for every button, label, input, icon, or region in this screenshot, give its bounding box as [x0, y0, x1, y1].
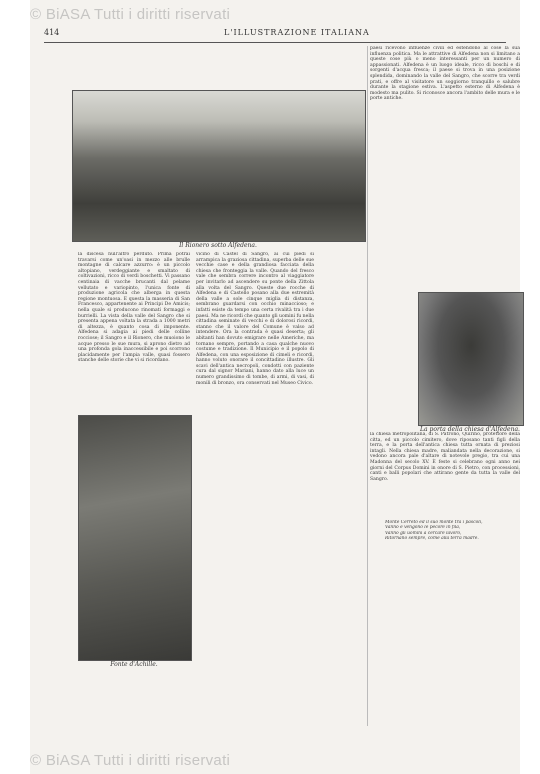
article-column-4: la chiesa metropolitana, di S. Patrono, Quirino, protettore della citta, ed un piccolo cimitero, dove riposano tanti figli della terra, e la porta dell'antica chiesa tutta ornata di preziosi intagli. Nella chiesa madre, maliandata nella decorazione, si vedono ancora pale d'altare di notevole pregio, tra cui una Madonna del secolo XV. È feste si celebrano ogni anno nei giorni del Corpus Domini in onore di S. Pietro, con processioni, canti e balli popolari che attirano gente da tutta la valle del Sangro.	[370, 432, 520, 482]
publication-title: L'ILLUSTRAZIONE ITALIANA	[224, 28, 370, 37]
caption-fonte-achille: Fonte d'Achille.	[110, 661, 158, 668]
verse-line: Vanno gli uomini a cercare lavoro,	[385, 530, 462, 536]
watermark-top: © BiASA Tutti i diritti riservati	[30, 6, 231, 23]
page-number: 414	[44, 28, 60, 37]
caption-rionero: Il Rionero sotto Alfedena.	[179, 242, 257, 249]
column-divider	[367, 46, 368, 726]
photo-church-door	[418, 292, 524, 426]
newspaper-page	[30, 0, 520, 774]
caption-church-door: La porta della chiesa d'Alfedena.	[420, 426, 520, 433]
verse-block	[385, 520, 505, 542]
verse-line: Ritornano sempre, come alla terra madre.	[385, 536, 479, 542]
verse-line: Vanno e vengono le pecore in fila,	[385, 525, 461, 531]
article-column-3: paesi ricevono influenze civili ed estendono al cose la sua influenza politica. Ma le attrattive di Alfedena non si limitano a queste cose più o meno interessanti per un numero di appassionati. Alfedena è un luogo ideale, ricco di boschi e di sorgenti d'acqua fresca; il paese si trova in una posizione splendida, dominando la valle del Sangro, che scorre tra verdi prati, e offre al visitatore un soggiorno tranquillo e salubre durante la stagione estiva. L'aspetto esterno di Alfedena è modesto ma pulito. Si riconosce ancora l'ambito delle mura e le porte antiche.	[370, 46, 520, 102]
photo-fonte-achille	[78, 415, 192, 661]
photo-rionero	[72, 90, 366, 242]
page-header	[44, 28, 506, 40]
article-column-1: la discesa null'altro perduto. Prima potrai travarsi come un'oasi in mezzo alle brulle montagne di calcare azzurro: è un piccolo altopiano, verdeggiante e smaltato di coltivazioni, ricco di verdi boschetti. Vi passano centinaia di vacche brucanti dal pelame vellutato e variopinto, l'unica fonte di produzione agricola che alberga in questa regione montuosa. E questa la masseria di San Francesco, appartenente ai Principi De Amicis; nella quale si producono rinomati formaggi e burrielli. La vista della valle del Sangro che si presenta appena voltata la strada a 1000 metri di altezza, è quanto cosa di imponente. Alfedena si adagia ai piedi delle colline rocciose; il Sangro e il Rionero, che muoiono le acque presso le sue mura, si aprono dietro ad una profonda gola inaccessibile e poi scorrono placidamente per l'ampia valle, quasi fossero stanche delle storie che vi si ricordano.	[78, 252, 190, 364]
watermark-bottom: © BiASA Tutti i diritti riservati	[30, 752, 231, 769]
header-rule	[44, 42, 506, 43]
article-column-2: vicino di Castel di Sangro, ai cui piedi si arrampica la graziosa cittadina, superba delle sue vecchie case e della grandiosa facciata della chiesa che fronteggia la valle. Quando del fresco vale che sembra correre incontro al viaggiatore per invitarlo ad ascendere su ponte della Zittola alla volta del Sangro. Queste due rocche di Alfedena e di Castello posano alla due estremità della valle a sole cinque miglia di distanza, sembrano guardarsi con occhio minaccioso; e infatti esiste da tempo una certa rivalità tra i due paesi. Ma ne ricordi che quanto gli uomini fu nella cittadina seminate di vecchi e di dolorosi ricordi, stanno che il valore del Comune è valso ad intendere. Ora la contrada è quasi deserta; gli abitanti han dovuto emigrare nelle Americhe, ma tornano sempre, portando a casa qualche nuovo costume e tradizione. Il Municipio e il popolo di Alfedena, con una esposizione di cimeli e ricordi, hanno voluto onorare il concittadino illustre. Gli scavi dell'antica necropoli, condotti con paziente cura dal signor Mariani, hanno dato alla luce un numero grandissimo di tombe, di armi, di vasi, di monili di bronzo, ora conservati nel Museo Civico.	[196, 252, 314, 386]
verse-line: Monte Cerreto ed il suo monte tra i pascoli,	[385, 520, 483, 525]
